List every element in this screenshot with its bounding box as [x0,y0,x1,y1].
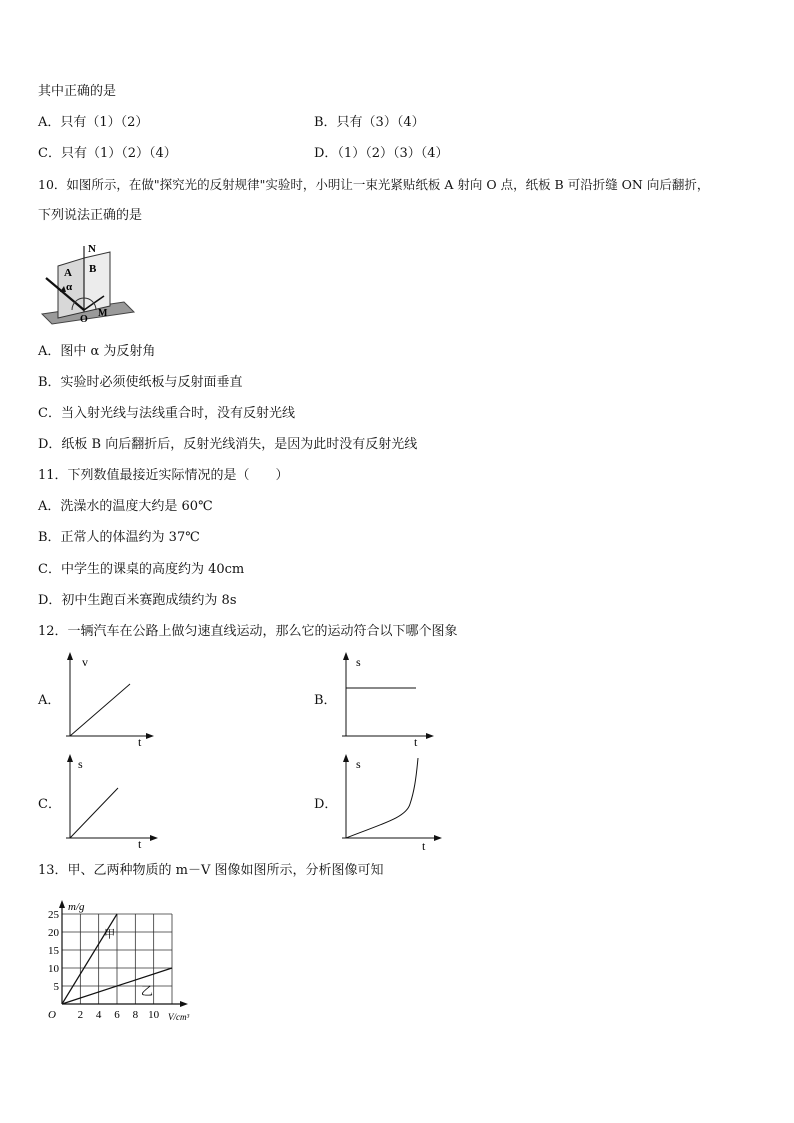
q11-option-a[interactable]: A．洗澡水的温度大约是 60℃ [38,499,213,514]
x-tick-label: 10 [148,1009,160,1021]
q12-d-ylabel: s [356,757,361,771]
series-label-jia: 甲 [104,928,116,941]
q12-a-ylabel: v [82,655,88,669]
q12-c-xlabel: t [138,837,142,850]
q13-mv-chart [44,892,204,1028]
q9-option-d[interactable]: D．（1）（2）（3）（4） [314,146,449,161]
board-b [84,252,110,312]
q12-b-ylabel: s [356,655,361,669]
q12-option-b-label[interactable]: B． [314,693,337,708]
q10-option-a[interactable]: A．图中 α 为反射角 [38,344,156,359]
q12-d-xlabel: t [422,839,426,852]
y-tick-label: 15 [48,945,59,957]
x-tick-label: 6 [114,1009,120,1021]
q11-option-b[interactable]: B．正常人的体温约为 37℃ [38,530,200,545]
y-tick-label: 25 [48,909,59,921]
q12-a-xlabel: t [138,735,142,748]
q11-stem: 11．下列数值最接近实际情况的是（ ） [38,468,289,483]
label-alpha: α [66,281,73,293]
x-axis-arrow [180,1001,188,1007]
q12-graph-c[interactable] [60,752,160,850]
q9-option-c[interactable]: C．只有（1）（2）（4） [38,146,177,161]
q10-option-b[interactable]: B．实验时必须使纸板与反射面垂直 [38,375,243,390]
q12-graph-d[interactable] [336,752,446,852]
q10-option-c[interactable]: C．当入射光线与法线重合时，没有反射光线 [38,406,295,421]
x-tick-label: 8 [132,1009,139,1021]
q10-stem-line2: 下列说法正确的是 [38,208,143,223]
y-tick-label: 5 [53,981,59,993]
x-axis-label: V/cm³ [168,1012,190,1022]
q12-stem: 12．一辆汽车在公路上做匀速直线运动，那么它的运动符合以下哪个图象 [38,624,458,639]
label-b: B [89,263,97,275]
q12-option-c-label[interactable]: C． [38,797,61,812]
chart-axes [59,900,188,1007]
y-tick-label: 10 [48,963,59,975]
y-axis-arrow [59,900,65,908]
origin-label: O [48,1009,56,1021]
series-label-yi: 乙 [140,984,153,998]
q9-option-b[interactable]: B．只有（3）（4） [314,115,425,130]
q11-option-d[interactable]: D．初中生跑百米赛跑成绩约为 8s [38,593,237,608]
q10-stem-line1: 10．如图所示，在做"探究光的反射规律"实验时，小明让一束光紧贴纸板 A 射向 O 点，纸板 B 可沿折缝 ON 向后翻折， [38,177,710,192]
q12-graph-b[interactable] [336,650,436,748]
q12-graph-a[interactable] [60,650,156,748]
label-o: O [80,314,88,325]
q9-option-a[interactable]: A．只有（1）（2） [38,115,149,130]
q12-b-xlabel: t [414,735,418,748]
q13-stem: 13．甲、乙两种物质的 m－V 图像如图所示，分析图像可知 [38,863,384,878]
q9-intro: 其中正确的是 [38,84,117,99]
q12-c-ylabel: s [78,757,83,771]
y-axis-label: m/g [68,901,85,913]
chart-grid [62,914,172,1004]
q12-option-a-label[interactable]: A． [38,693,61,708]
label-n: N [88,243,96,255]
q10-option-d[interactable]: D．纸板 B 向后翻折后，反射光线消失，是因为此时没有反射光线 [38,437,418,452]
x-tick-label: 2 [77,1009,84,1021]
label-m: M [98,308,108,319]
q12-option-d-label[interactable]: D． [314,797,338,812]
q10-reflection-figure [36,240,136,326]
q11-option-c[interactable]: C．中学生的课桌的高度约为 40cm [38,562,245,577]
x-tick-label: 4 [95,1009,102,1021]
y-tick-label: 20 [48,927,59,939]
label-a: A [64,267,72,279]
